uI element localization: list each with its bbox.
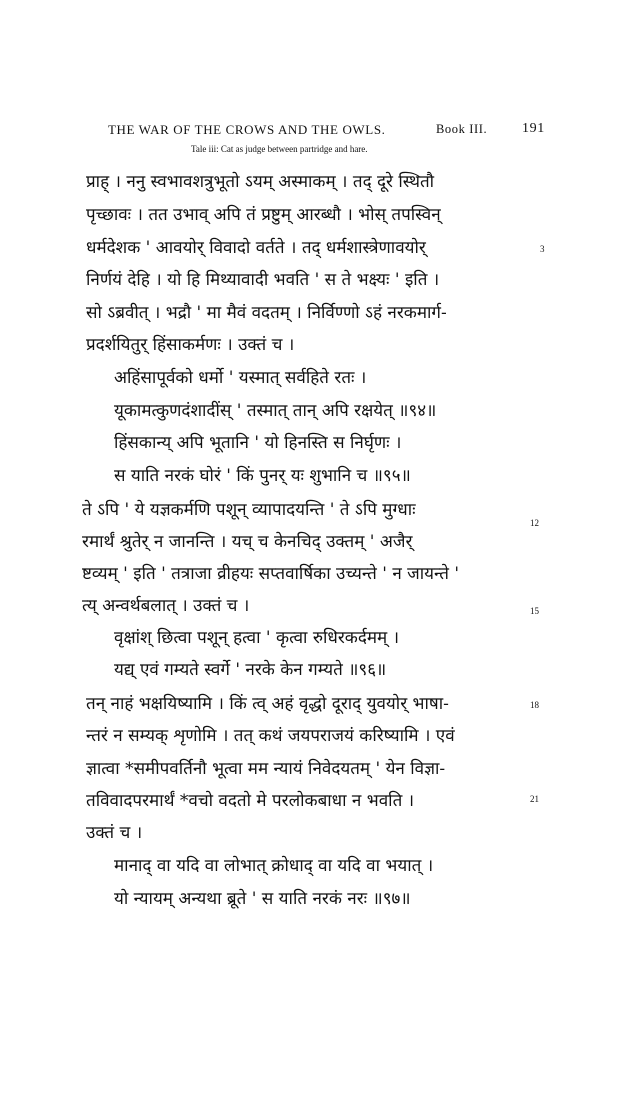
- text-line: निर्णयं देहि । यो हि मिथ्यावादी भवति ' स ते भक्ष्यः ' इति ।: [86, 270, 440, 290]
- line-number: 3: [540, 244, 545, 254]
- verse-line: यो न्यायम् अन्यथा ब्रूते ' स याति नरकं नरः ॥९७॥: [114, 889, 411, 909]
- running-title: THE WAR OF THE CROWS AND THE OWLS.: [108, 122, 386, 137]
- line-number: 12: [530, 518, 539, 528]
- line-number: 15: [530, 606, 539, 616]
- text-line: त्य् अन्वर्थबलात् । उक्तं च ।: [82, 596, 250, 616]
- text-line: धर्मदेशक ' आवयोर् विवादो वर्तते । तद् धर्मशास्त्रेणावयोर्: [86, 238, 426, 258]
- text-line: प्रदर्शयितुर् हिंसाकर्मणः । उक्तं च ।: [86, 335, 295, 355]
- text-line: ते ऽपि ' ये यज्ञकर्मणि पशून् व्यापादयन्ति ' ते ऽपि मुग्धाः: [82, 500, 416, 520]
- text-line: सो ऽब्रवीत् । भद्रौ ' मा मैवं वदतम् । निर्विण्णो ऽहं नरकमार्ग-: [86, 303, 447, 323]
- text-line: पृच्छावः । तत उभाव् अपि तं प्रष्टुम् आरब्धौ । भोस् तपस्विन्: [86, 205, 441, 225]
- verse-line: वृक्षांश् छित्वा पशून् हत्वा ' कृत्वा रुधिरकर्दमम् ।: [114, 628, 400, 648]
- verse-line: अहिंसापूर्वको धर्मो ' यस्मात् सर्वहिते रतः ।: [114, 368, 367, 388]
- text-line: प्राह् । ननु स्वभावशत्रुभूतो ऽयम् अस्माकम् । तद् दूरे स्थितौ: [86, 172, 435, 192]
- verse-line: मानाद् वा यदि वा लोभात् क्रोधाद् वा यदि वा भयात् ।: [114, 856, 434, 876]
- text-line: उक्तं च ।: [86, 823, 143, 843]
- verse-line: यूकामत्कुणदंशादींस् ' तस्मात् तान् अपि रक्षयेत् ॥९४॥: [114, 401, 437, 421]
- verse-line: स याति नरकं घोरं ' किं पुनर् यः शुभानि च ॥९५॥: [114, 466, 411, 486]
- text-line: ष्टव्यम् ' इति ' तत्राजा व्रीहयः सप्तवार्षिका उच्यन्ते ' न जायन्ते ': [82, 564, 460, 584]
- text-line: ज्ञात्वा *समीपवर्तिनौ भूत्वा मम न्यायं निवेदयतम् ' येन विज्ञा-: [86, 759, 446, 779]
- book-label: Book III.: [436, 122, 488, 136]
- page-number: 191: [522, 121, 545, 136]
- running-header: [108, 122, 558, 140]
- text-line: रमार्थं श्रुतेर् न जानन्ति । यच् च केनचिद् उक्तम् ' अजैर्: [82, 532, 413, 552]
- verse-line: हिंसकान्य् अपि भूतानि ' यो हिनस्ति स निर्घृणः ।: [114, 433, 402, 453]
- line-number: 21: [530, 794, 539, 804]
- tale-subheader: Tale iii: Cat as judge between partridge and hare.: [191, 144, 368, 154]
- text-line: न्तरं न सम्यक् शृणोमि । तत् कथं जयपराजयं करिष्यामि । एवं: [86, 726, 455, 746]
- text-line: तन् नाहं भक्षयिष्यामि । किं त्व् अहं वृद्धो दूराद् युवयोर् भाषा-: [86, 694, 449, 714]
- text-line: तविवादपरमार्थं *वचो वदतो मे परलोकबाधा न भवति ।: [86, 791, 415, 811]
- verse-line: यद्य् एवं गम्यते स्वर्गे ' नरके केन गम्यते ॥९६॥: [114, 660, 387, 680]
- line-number: 18: [530, 700, 539, 710]
